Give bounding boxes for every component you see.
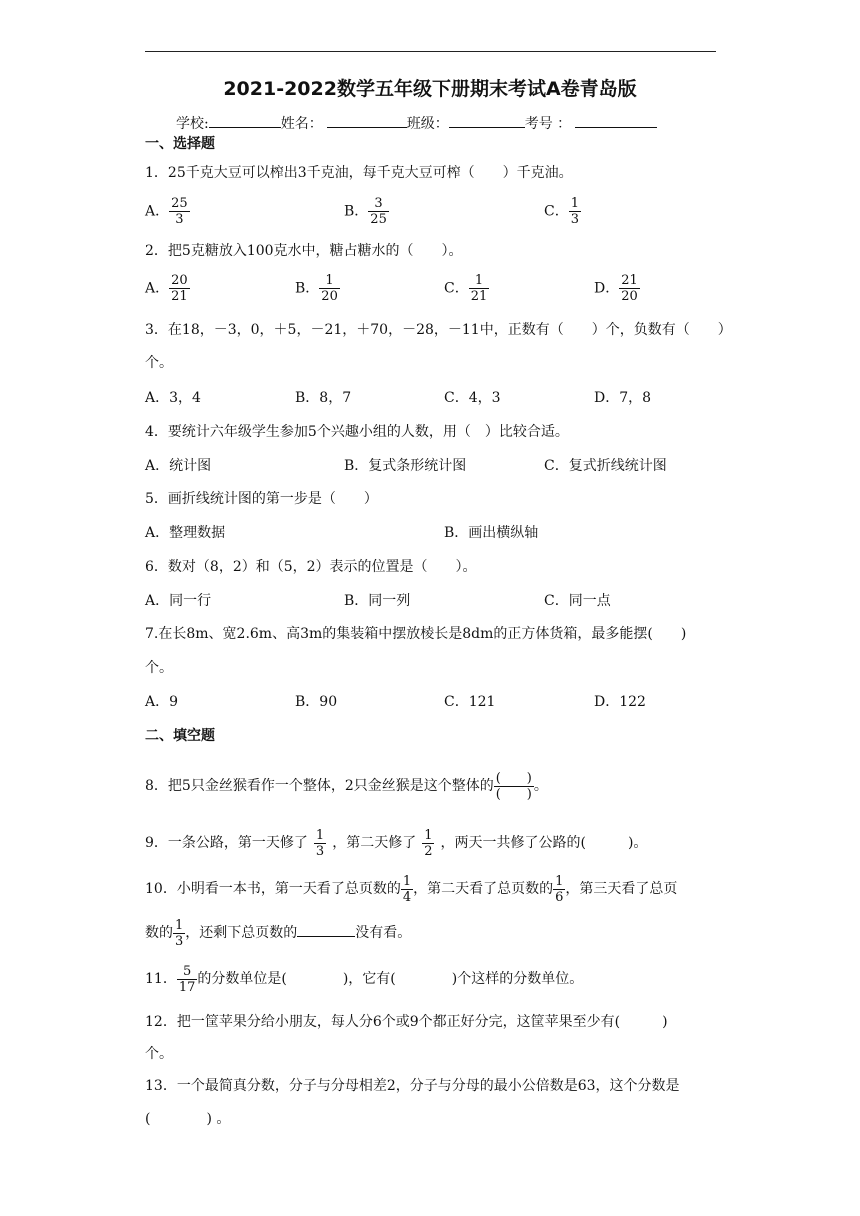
- q1-option-b[interactable]: B． $\frac{3}{25}$: [344, 196, 387, 227]
- q6-option-a[interactable]: A．同一行: [145, 593, 212, 609]
- q2-d-fraction: $\frac{21}{20}$: [621, 273, 638, 304]
- q3-option-b[interactable]: B．8，7: [295, 390, 352, 406]
- question-9: 9．一条公路，第一天修了 $\frac{1}{3}$ ，第二天修了 $\frac{1}{2}$ ，两天一共修了公路的( )。: [145, 827, 648, 859]
- q10-answer-blank[interactable]: [297, 922, 355, 937]
- question-10-cont: 数的 $\frac{1}{3}$ ，还剩下总页数的 没有看。: [145, 917, 412, 949]
- class-blank[interactable]: [449, 113, 525, 128]
- section-choice: 一、选择题: [145, 136, 215, 152]
- q6-option-b[interactable]: B．同一列: [344, 593, 411, 609]
- q2-option-a[interactable]: A． $\frac{20}{21}$: [145, 273, 188, 304]
- q7-option-d[interactable]: D．122: [594, 694, 646, 710]
- class-label: 班级：: [406, 116, 449, 132]
- question-8: 8．把5只金丝猴看作一个整体，2只金丝猴是这个整体的 $\frac{( )}{( )}$ 。: [145, 770, 548, 802]
- question-3-cont: 个。: [145, 355, 173, 371]
- question-2: 2．把5克糖放入100克水中，糖占糖水的（ ）。: [145, 243, 463, 259]
- q1-b-fraction: $\frac{3}{25}$: [370, 196, 387, 227]
- question-7-cont: 个。: [145, 660, 173, 676]
- question-10: 10．小明看一本书，第一天看了总页数的 $\frac{1}{4}$ ，第二天看了总页数的 $\frac{1}{6}$ ，第三天看了总页: [145, 873, 678, 905]
- q2-c-fraction: $\frac{1}{21}$: [470, 273, 488, 304]
- q9-fraction-2: $\frac{1}{2}$: [424, 827, 433, 859]
- header-rule: [145, 51, 716, 52]
- q10-fraction-2: $\frac{1}{6}$: [555, 873, 564, 905]
- info-row: [176, 113, 657, 133]
- q11-fraction: $\frac{5}{17}$: [178, 963, 196, 995]
- number-blank[interactable]: [575, 113, 657, 128]
- section-fill: 二、填空题: [145, 728, 215, 744]
- q7-option-b[interactable]: B．90: [295, 694, 338, 710]
- question-6: 6．数对（8，2）和（5，2）表示的位置是（ ）。: [145, 559, 477, 575]
- q1-option-c[interactable]: C． $\frac{1}{3}$: [544, 196, 579, 227]
- q2-option-d[interactable]: D． $\frac{21}{20}$: [594, 273, 638, 304]
- q7-option-a[interactable]: A．9: [145, 694, 179, 710]
- q2-a-fraction: $\frac{20}{21}$: [171, 273, 188, 304]
- q3-option-d[interactable]: D．7，8: [594, 390, 652, 406]
- question-11: 11． $\frac{5}{17}$ 的分数单位是( )，它有( )个这样的分数单位。: [145, 963, 584, 995]
- question-12: 12．把一筐苹果分给小朋友，每人分6个或9个都正好分完，这筐苹果至少有( ): [145, 1014, 668, 1030]
- q7-option-c[interactable]: C．121: [444, 694, 496, 710]
- q8-answer-fraction[interactable]: $\frac{( )}{( )}$: [495, 770, 532, 802]
- question-1: 1．25千克大豆可以榨出3千克油，每千克大豆可榨（ ）千克油。: [145, 165, 573, 181]
- school-label: 学校:: [176, 116, 209, 132]
- q6-option-c[interactable]: C．同一点: [544, 593, 611, 609]
- question-3: 3．在18，－3，0，＋5，－21，＋70，－28，－11中，正数有（ ）个，负数有（ ）: [145, 322, 732, 338]
- q10-fraction-3: $\frac{1}{3}$: [175, 917, 184, 949]
- question-4: 4．要统计六年级学生参加5个兴趣小组的人数，用（ ）比较合适。: [145, 424, 569, 440]
- q2-option-b[interactable]: B． $\frac{1}{20}$: [295, 273, 338, 304]
- question-12-cont: 个。: [145, 1046, 173, 1062]
- name-label: 姓名：: [280, 116, 323, 132]
- question-7: 7.在长8m、宽2.6m、高3m的集装箱中摆放棱长是8dm的正方体货箱，最多能摆( ): [145, 626, 687, 642]
- q5-option-a[interactable]: A．整理数据: [145, 525, 226, 541]
- q5-option-b[interactable]: B．画出横纵轴: [444, 525, 539, 541]
- q2-option-c[interactable]: C． $\frac{1}{21}$: [444, 273, 488, 304]
- question-13: 13．一个最简真分数，分子与分母相差2，分子与分母的最小公倍数是63，这个分数是: [145, 1078, 680, 1094]
- question-13-cont: ( ) 。: [145, 1111, 231, 1127]
- q4-option-a[interactable]: A．统计图: [145, 458, 212, 474]
- q1-a-fraction: $\frac{25}{3}$: [171, 196, 188, 227]
- q1-option-a[interactable]: A． $\frac{25}{3}$: [145, 196, 188, 227]
- q1-c-fraction: $\frac{1}{3}$: [570, 196, 579, 227]
- q3-option-c[interactable]: C．4，3: [444, 390, 501, 406]
- q3-option-a[interactable]: A．3，4: [145, 390, 201, 406]
- q4-option-b[interactable]: B．复式条形统计图: [344, 458, 467, 474]
- school-blank[interactable]: [209, 113, 281, 128]
- q10-fraction-1: $\frac{1}{4}$: [402, 873, 412, 905]
- page-title: 2021-2022数学五年级下册期末考试A卷青岛版: [223, 78, 637, 100]
- q2-b-fraction: $\frac{1}{20}$: [321, 273, 338, 304]
- q9-fraction-1: $\frac{1}{3}$: [315, 827, 325, 859]
- q4-option-c[interactable]: C．复式折线统计图: [544, 458, 667, 474]
- name-blank[interactable]: [327, 113, 407, 128]
- number-label: 考号 ：: [524, 116, 572, 132]
- question-5: 5．画折线统计图的第一步是（ ）: [145, 491, 378, 507]
